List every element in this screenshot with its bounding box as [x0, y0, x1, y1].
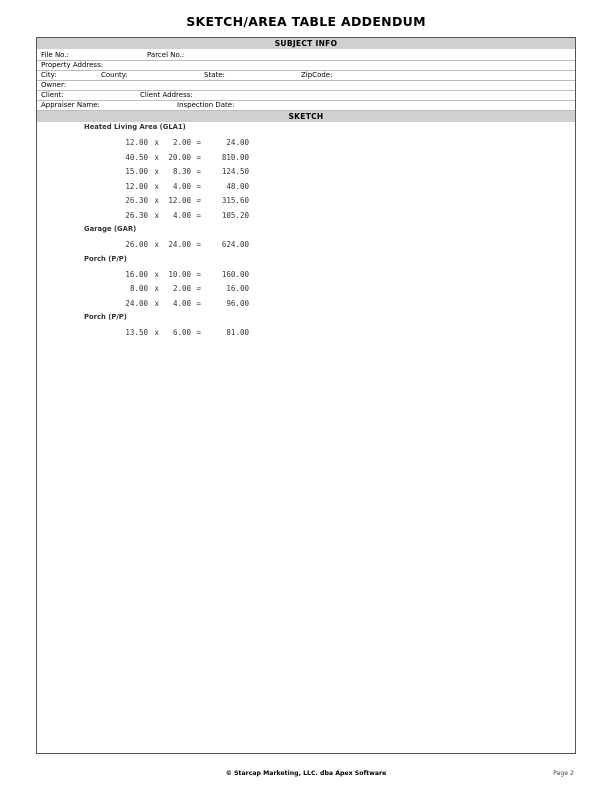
- area-group-label: Porch (P/P): [84, 254, 127, 263]
- times-sign: x: [154, 138, 159, 147]
- dimension-b: 4.00: [172, 181, 191, 191]
- dimension-a: 40.50: [125, 152, 148, 162]
- area-calc-row: [121, 284, 251, 294]
- inspection-date-label: Inspection Date:: [177, 101, 235, 109]
- times-sign: x: [154, 240, 159, 249]
- times-sign: x: [154, 167, 159, 176]
- equals-sign: =: [196, 284, 201, 293]
- dimension-a: 8.00: [129, 284, 148, 293]
- equals-sign: =: [196, 196, 201, 205]
- page-number: Page 2: [553, 770, 574, 777]
- area-calc-row: [121, 270, 251, 280]
- equals-sign: =: [196, 328, 201, 337]
- dimension-b: 20.00: [168, 152, 191, 162]
- equals-sign: =: [196, 138, 201, 147]
- equals-sign: =: [196, 298, 201, 308]
- area-calc-row: [121, 153, 251, 163]
- footer-copyright: © Starcap Marketing, LLC. dba Apex Software: [225, 770, 387, 777]
- equals-sign: =: [196, 181, 201, 191]
- area-result: 810.00: [221, 152, 249, 162]
- subject-info-header: SUBJECT INFO: [37, 38, 575, 49]
- times-sign: x: [154, 210, 159, 220]
- area-result: 624.00: [221, 240, 249, 249]
- dimension-a: 24.00: [125, 298, 148, 308]
- dimension-a: 15.00: [125, 167, 148, 176]
- client-address-label: Client Address:: [140, 91, 193, 99]
- dimension-b: 12.00: [168, 196, 191, 205]
- property-address-label: Property Address:: [41, 61, 104, 69]
- area-result: 81.00: [226, 328, 249, 337]
- area-calc-row: [121, 182, 251, 192]
- dimension-a: 13.50: [125, 328, 148, 337]
- times-sign: x: [154, 328, 159, 337]
- dimension-b: 6.00: [172, 328, 191, 337]
- file-no-label: File No.:: [41, 51, 69, 59]
- area-result: 96.00: [226, 298, 249, 308]
- times-sign: x: [154, 269, 159, 279]
- sketch-header: SKETCH: [37, 111, 575, 122]
- area-result: 16.00: [226, 284, 249, 293]
- times-sign: x: [154, 298, 159, 308]
- area-calc-row: [121, 328, 251, 338]
- subject-row-appraiser: [37, 100, 575, 111]
- document-title: SKETCH/AREA TABLE ADDENDUM: [186, 14, 426, 29]
- area-calc-row: [121, 211, 251, 221]
- dimension-b: 2.00: [172, 138, 191, 147]
- dimension-b: 24.00: [168, 240, 191, 249]
- dimension-a: 26.30: [125, 210, 148, 220]
- state-label: State:: [204, 71, 225, 79]
- area-result: 124.50: [221, 167, 249, 176]
- client-label: Client:: [41, 91, 64, 99]
- area-result: 315.60: [221, 196, 249, 205]
- area-result: 48.00: [226, 181, 249, 191]
- owner-label: Owner:: [41, 81, 67, 89]
- dimension-a: 26.30: [125, 196, 148, 205]
- area-group-label: Porch (P/P): [84, 313, 127, 321]
- equals-sign: =: [196, 269, 201, 279]
- times-sign: x: [154, 284, 159, 293]
- area-group-label: Heated Living Area (GLA1): [84, 123, 186, 131]
- equals-sign: =: [196, 152, 201, 162]
- dimension-a: 16.00: [125, 269, 148, 279]
- area-result: 160.00: [221, 269, 249, 279]
- area-calc-row: [121, 299, 251, 309]
- dimension-a: 12.00: [125, 138, 148, 147]
- addendum-frame: [36, 37, 576, 754]
- times-sign: x: [154, 152, 159, 162]
- dimension-a: 12.00: [125, 181, 148, 191]
- times-sign: x: [154, 181, 159, 191]
- times-sign: x: [154, 196, 159, 205]
- zipcode-label: ZipCode:: [301, 71, 333, 79]
- dimension-a: 26.00: [125, 240, 148, 249]
- dimension-b: 10.00: [168, 269, 191, 279]
- parcel-no-label: Parcel No.:: [147, 51, 185, 59]
- dimension-b: 4.00: [172, 210, 191, 220]
- area-calc-row: [121, 167, 251, 177]
- equals-sign: =: [196, 240, 201, 249]
- area-calc-row: [121, 240, 251, 250]
- area-calc-row: [121, 138, 251, 148]
- dimension-b: 4.00: [172, 298, 191, 308]
- area-group-label: Garage (GAR): [84, 225, 137, 233]
- area-result: 105.20: [221, 210, 249, 220]
- area-calc-row: [121, 196, 251, 206]
- city-label: City:: [41, 71, 57, 79]
- dimension-b: 8.30: [172, 167, 191, 176]
- equals-sign: =: [196, 210, 201, 220]
- area-result: 24.00: [226, 138, 249, 147]
- dimension-b: 2.00: [172, 284, 191, 293]
- appraiser-name-label: Appraiser Name:: [41, 101, 100, 109]
- equals-sign: =: [196, 167, 201, 176]
- county-label: County:: [101, 71, 128, 79]
